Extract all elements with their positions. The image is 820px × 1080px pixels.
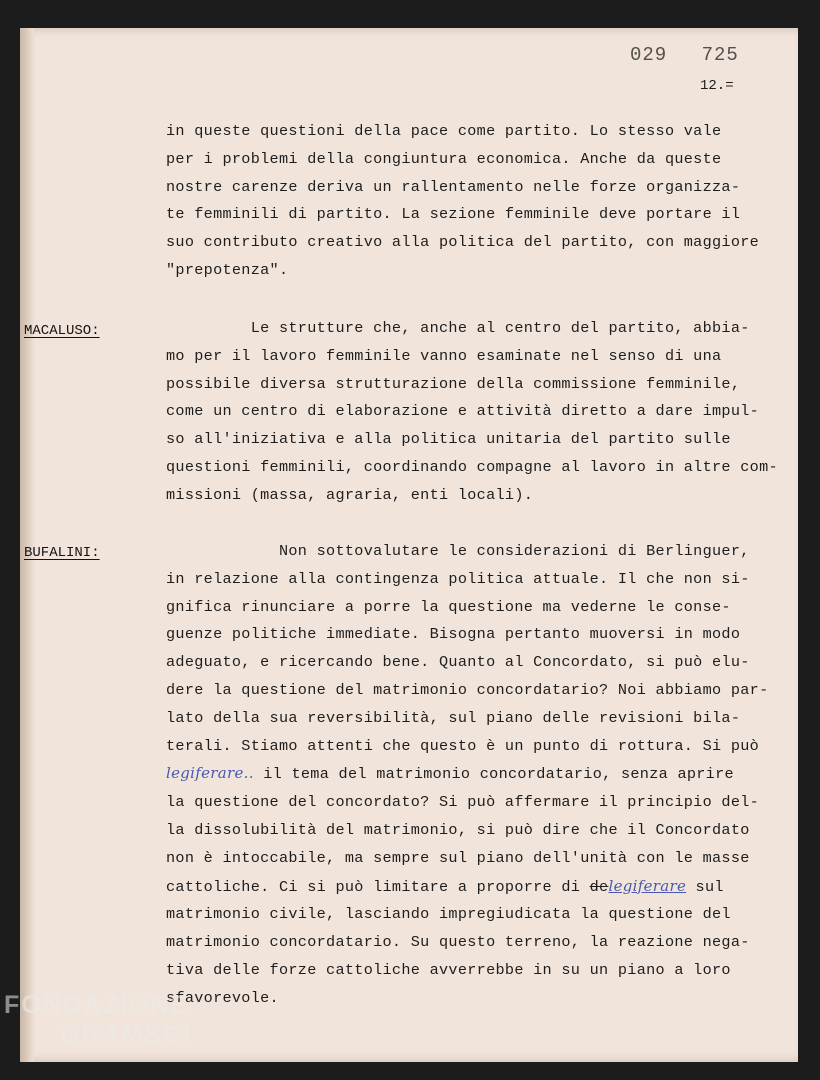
text-line: Le strutture che, anche al centro del partito, abbia- — [166, 319, 750, 337]
struck-text: de — [589, 877, 609, 896]
text-line: lato della sua reversibilità, sul piano delle revisioni bila- — [166, 708, 741, 727]
watermark-line1: FONDAZIONE — [4, 991, 190, 1019]
text-line: te femminili di partito. La sezione femminile deve portare il — [166, 205, 741, 224]
text-line: missioni (massa, agraria, enti locali). — [166, 485, 534, 504]
text-line: sfavorevole. — [166, 988, 279, 1007]
text-line: dere la questione del matrimonio concordatario? Noi abbiamo par- — [166, 680, 769, 699]
text-line: suo contributo creativo alla politica del partito, con maggiore — [166, 233, 760, 252]
watermark-line2: GRAMSCI — [60, 1021, 193, 1049]
text-line: guenze politiche immediate. Bisogna pertanto muoversi in modo — [166, 625, 741, 644]
text-line-handwritten-edit — [166, 760, 796, 789]
page-number: 12.= — [700, 78, 734, 94]
archive-code-part1: 029 — [630, 44, 668, 66]
text-line: tiva delle forze cattoliche avverrebbe in su un piano a loro — [166, 960, 731, 979]
archive-code-part2: 725 — [701, 44, 739, 66]
text-line: matrimonio concordatario. Su questo terreno, la reazione nega- — [166, 933, 750, 952]
paragraph-bufalini — [166, 538, 796, 1013]
text-line: in queste questioni della pace come partito. Lo stesso vale — [166, 122, 722, 140]
typed-text: il tema del matrimonio concordatario, senza aprire — [253, 765, 734, 784]
text-line: possibile diversa strutturazione della commissione femminile, — [166, 374, 741, 393]
text-line: questioni femminili, coordinando compagne al lavoro in altre com- — [166, 457, 778, 476]
speaker-label-bufalini: BUFALINI: — [24, 545, 100, 561]
text-line: non è intoccabile, ma sempre sul piano dell'unità con le masse — [166, 848, 750, 867]
text-line: come un centro di elaborazione e attività diretto a dare impul- — [166, 402, 760, 421]
speaker-label-macaluso: MACALUSO: — [24, 323, 100, 339]
text-line: per i problemi della congiuntura economica. Anche da queste — [166, 149, 722, 168]
typed-text: cattoliche. Ci si può limitare a proporre di — [166, 877, 590, 896]
watermark-logo — [4, 990, 192, 1050]
text-line: gnifica rinunciare a porre la questione ma vederne le conse- — [166, 597, 731, 616]
text-line: adeguato, e ricercando bene. Quanto al Concordato, si può elu- — [166, 653, 750, 672]
text-line: la questione del concordato? Si può affermare il principio del- — [166, 793, 760, 812]
paragraph-continuation — [166, 118, 796, 285]
text-line: so all'iniziativa e alla politica unitaria del partito sulle — [166, 430, 731, 449]
archive-code — [630, 44, 739, 66]
text-line: Non sottovalutare le considerazioni di Berlinguer, — [166, 542, 750, 560]
text-line: nostre carenze deriva un rallentamento nelle forze organizza- — [166, 177, 741, 196]
text-line: "prepotenza". — [166, 260, 289, 279]
text-line: in relazione alla contingenza politica attuale. Il che non si- — [166, 569, 750, 588]
handwritten-annotation: legiferare.. — [166, 764, 254, 783]
paragraph-macaluso — [166, 315, 796, 510]
text-line: matrimonio civile, lasciando impregiudicata la questione del — [166, 905, 731, 924]
text-line: la dissolubilità del matrimonio, si può dire che il Concordato — [166, 820, 750, 839]
text-line-handwritten-edit — [166, 873, 796, 902]
handwritten-annotation: legiferare — [608, 876, 687, 895]
typed-text: sul — [686, 877, 724, 896]
text-line: terali. Stiamo attenti che questo è un punto di rottura. Si può — [166, 736, 760, 755]
text-line: mo per il lavoro femminile vanno esaminate nel senso di una — [166, 346, 722, 365]
